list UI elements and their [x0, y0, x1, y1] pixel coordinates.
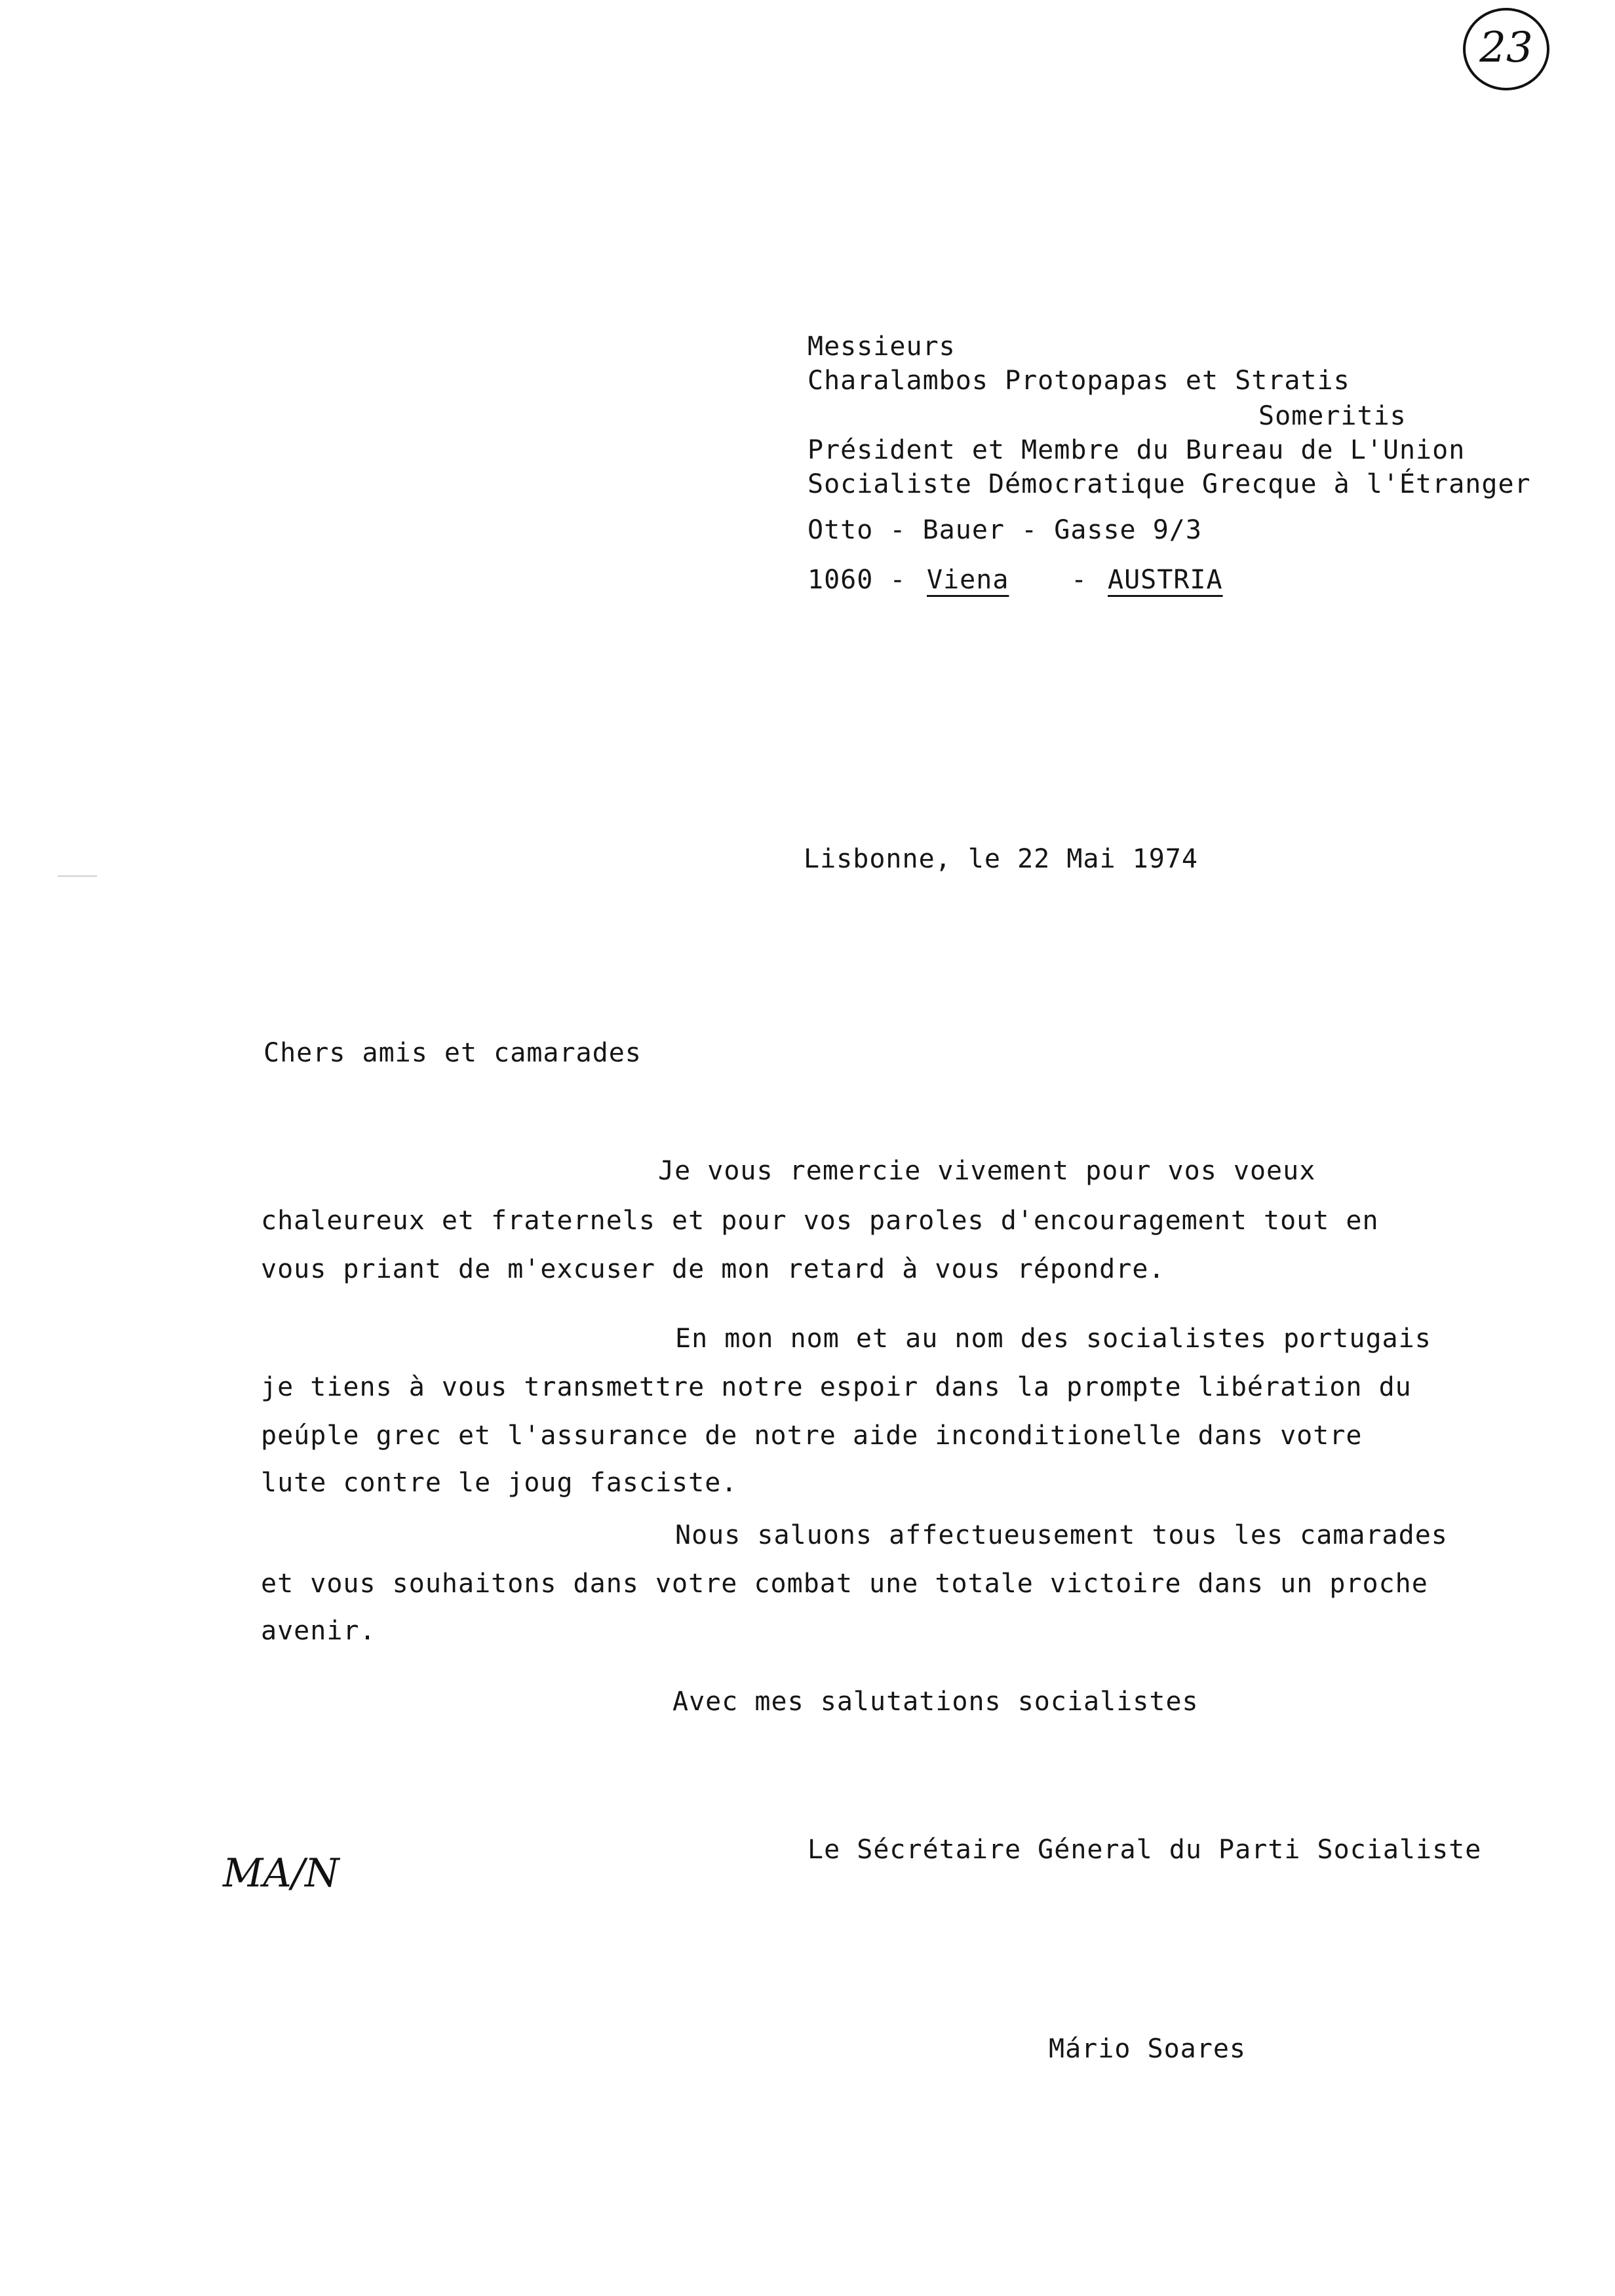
recipient-line-5: Socialiste Démocratique Grecque à l'Étranger [808, 469, 1531, 499]
page-number: 23 [1479, 24, 1533, 72]
paragraph-3-line-1: Nous saluons affectueusement tous les camarades [675, 1520, 1448, 1550]
handwritten-initials: MA/N [223, 1850, 340, 1896]
recipient-line-1: Messieurs [808, 332, 956, 362]
recipient-country-separator: - [1071, 565, 1088, 595]
paragraph-2-line-3: peúple grec et l'assurance de notre aide inconditionelle dans votre [261, 1421, 1363, 1451]
recipient-city: Viena [927, 565, 1009, 595]
paragraph-2-line-4: lute contre le joug fasciste. [261, 1468, 738, 1498]
paragraph-1-line-1: Je vous remercie vivement pour vos voeux [658, 1156, 1316, 1186]
recipient-line-2: Charalambos Protopapas et Stratis [808, 366, 1350, 396]
signatory-title: Le Sécrétaire Géneral du Parti Socialiste [808, 1835, 1482, 1865]
paragraph-1-line-2: chaleureux et fraternels et pour vos paroles d'encouragement tout en [261, 1206, 1379, 1236]
page-number-stamp [1463, 8, 1549, 90]
paragraph-1-line-3: vous priant de m'excuser de mon retard à vous répondre. [261, 1254, 1165, 1284]
paragraph-3-line-2: et vous souhaitons dans votre combat une totale victoire dans un proche [261, 1569, 1428, 1599]
closing: Avec mes salutations socialistes [672, 1687, 1199, 1717]
recipient-line-3: Someritis [1258, 401, 1407, 431]
signatory-name: Mário Soares [1049, 2034, 1246, 2064]
paragraph-3-line-3: avenir. [261, 1616, 376, 1646]
dateline: Lisbonne, le 22 Mai 1974 [804, 844, 1198, 874]
salutation: Chers amis et camarades [263, 1038, 642, 1068]
paragraph-2-line-1: En mon nom et au nom des socialistes portugais [675, 1324, 1431, 1354]
recipient-line-4: Président et Membre du Bureau de L'Union [808, 435, 1466, 465]
recipient-postcode: 1060 - [808, 565, 906, 595]
scan-mark [58, 875, 97, 877]
paragraph-2-line-2: je tiens à vous transmettre notre espoir dans la prompte libération du [261, 1372, 1412, 1402]
recipient-country: AUSTRIA [1108, 565, 1223, 595]
recipient-street: Otto - Bauer - Gasse 9/3 [808, 515, 1202, 545]
